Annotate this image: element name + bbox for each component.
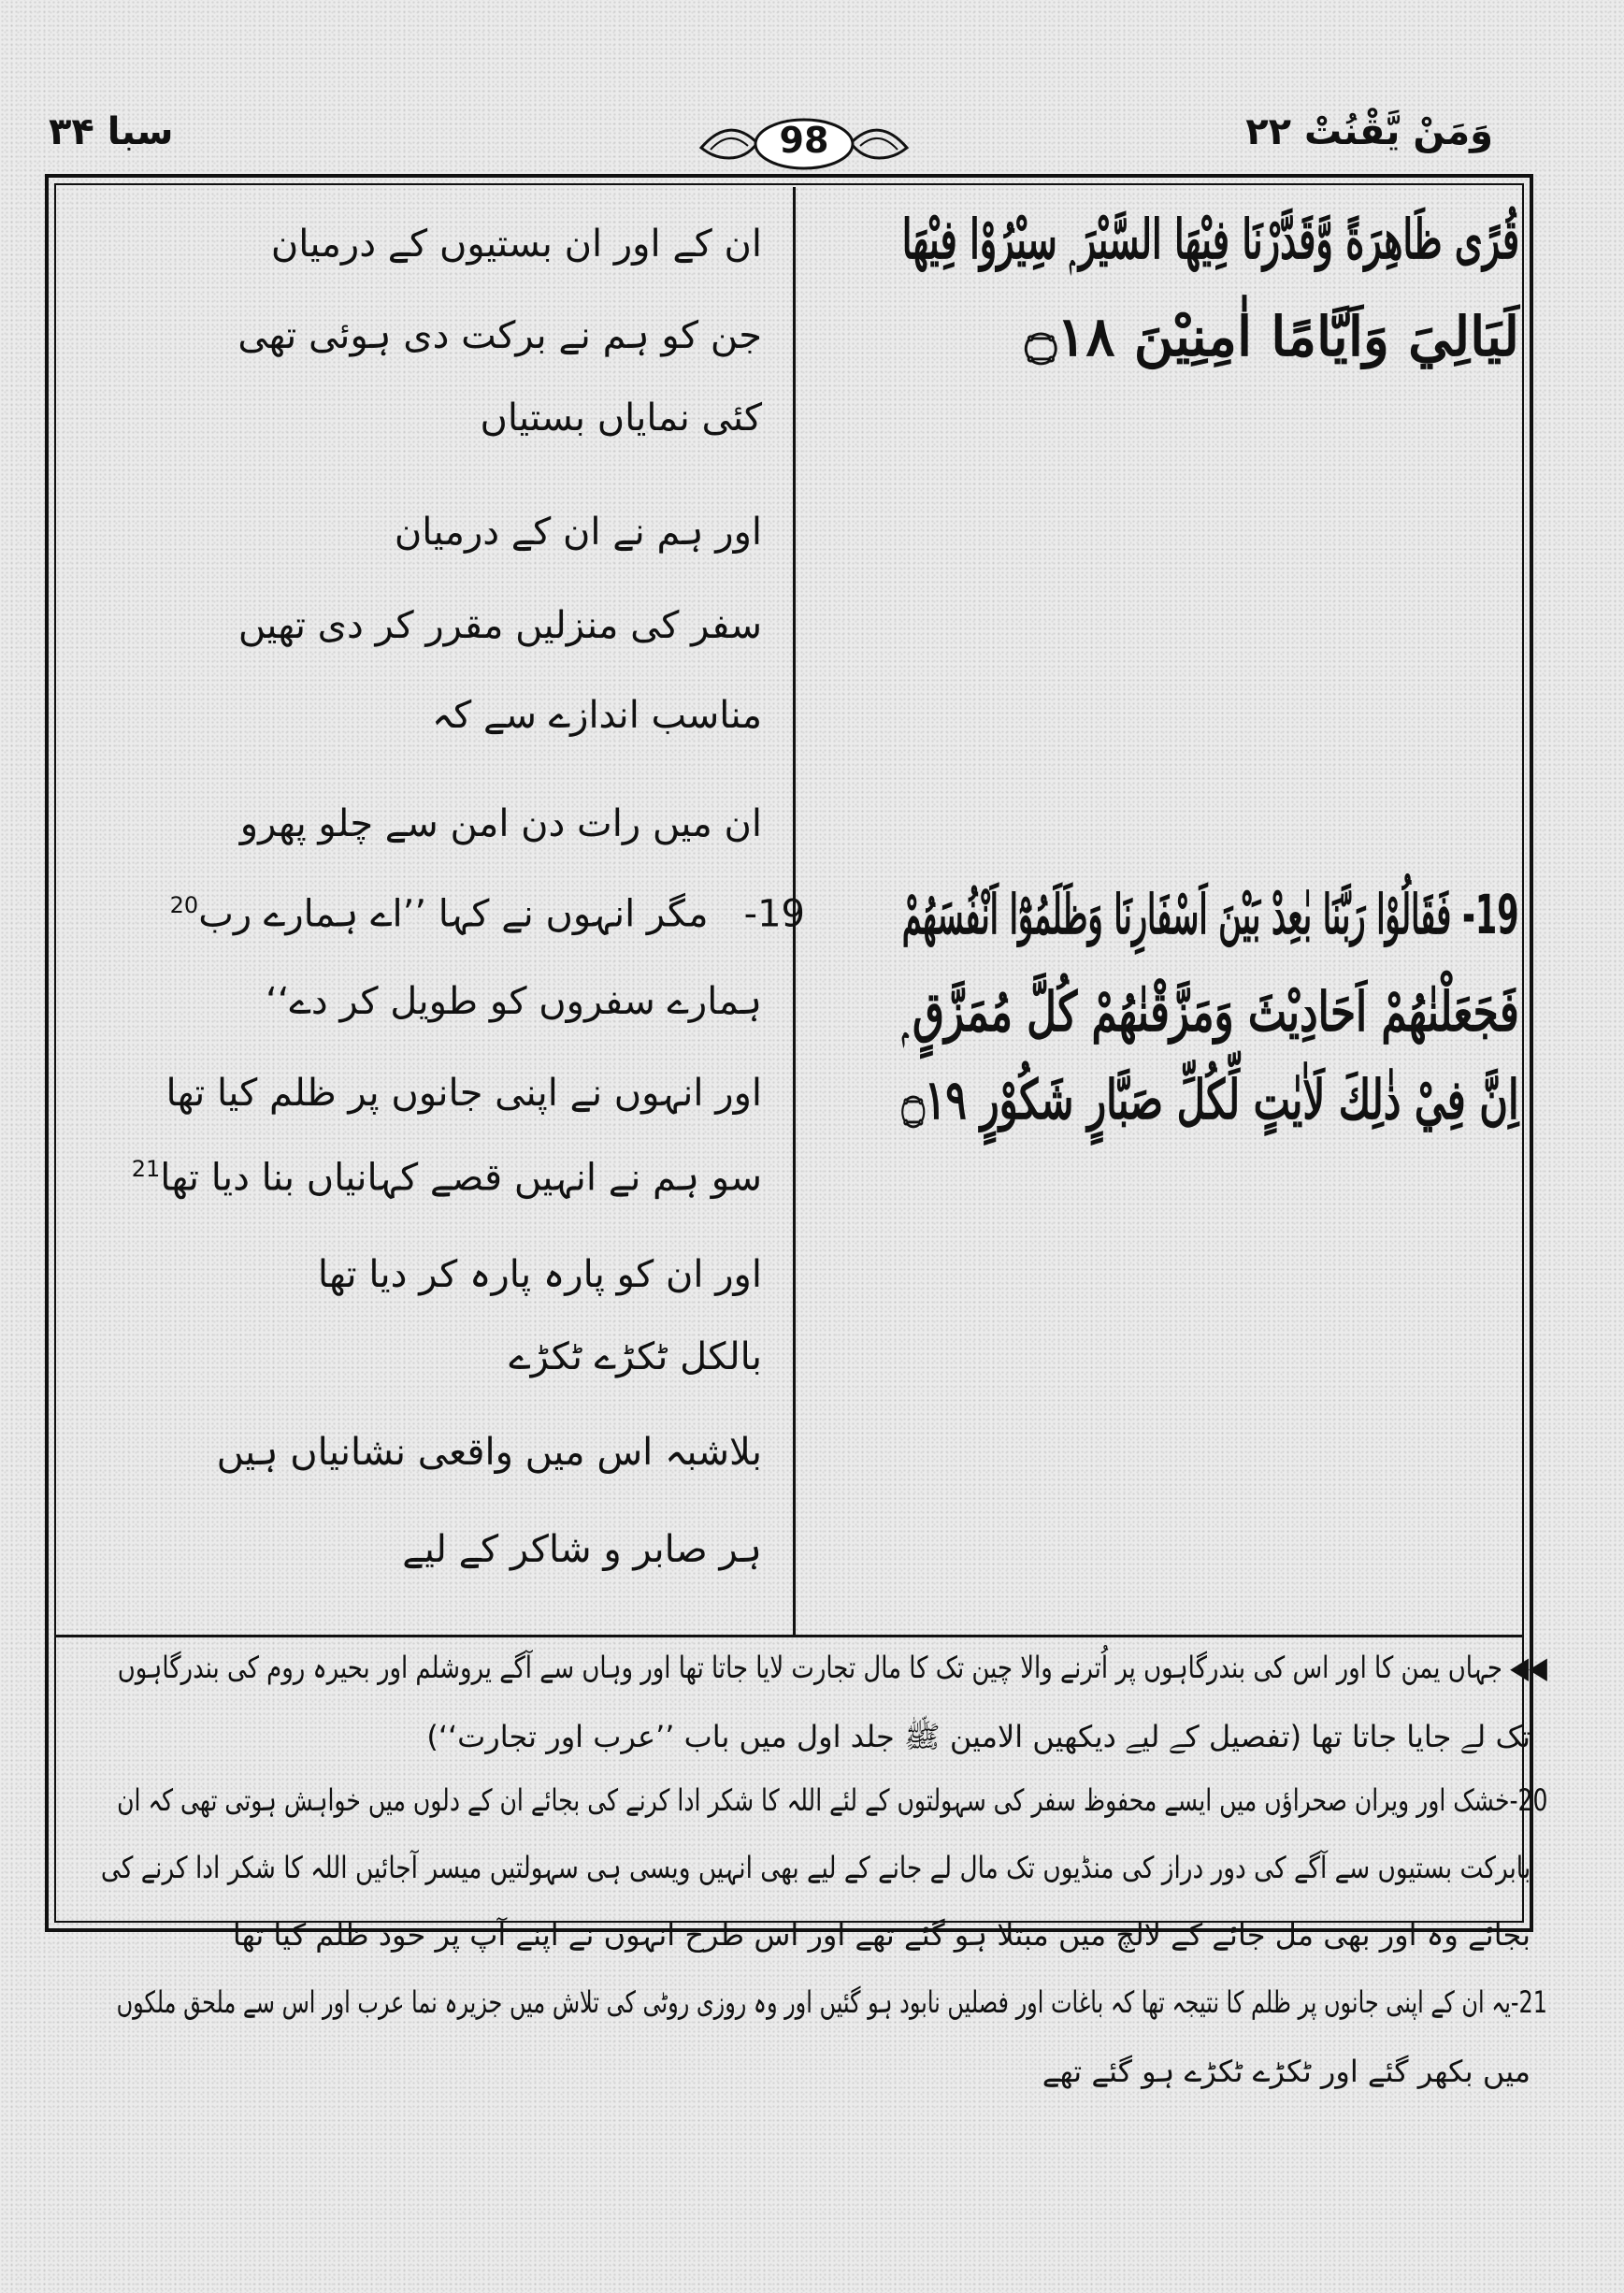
arabic-line: قُرًى ظَاهِرَةً وَّقَدَّرْنَا فِيْهَا السَّيْرَ ۭ سِيْرُوْا فِيْهَا (901, 208, 1519, 271)
arabic-line: 19- فَقَالُوْا رَبَّنَا بٰعِدْ بَيْنَ اَسْفَارِنَا وَظَلَمُوْٓا اَنْفُسَهُمْ (902, 883, 1519, 946)
urdu-line: ہر صابر و شاکر کے لیے (402, 1528, 762, 1571)
urdu-line: بالکل ٹکڑے ٹکڑے (509, 1335, 762, 1378)
note-line: ◀◀ جہاں یمن کا اور اس کی بندرگاہوں پر اُترنے والا چین تک کا مال تجارت لایا جاتا تھا اور وہاں سے آگے یروشلم اور بحیرہ روم کی بندرگاہوں (117, 1650, 1547, 1685)
arabic-line: لَيَالِيَ وَاَيَّامًا اٰمِنِيْنَ ۝۱۸ (1025, 305, 1519, 368)
urdu-line: بلاشبہ اس میں واقعی نشانیاں ہیں (216, 1431, 762, 1474)
surah-name: سبا ۳۴ (49, 110, 174, 153)
note-number: 21- (1510, 1984, 1547, 2020)
note-number: 20- (1509, 1782, 1547, 1818)
arabic-line: اِنَّ فِيْ ذٰلِكَ لَاٰيٰتٍ لِّكُلِّ صَبَّارٍ شَكُوْرٍ ۝۱۹ (901, 1068, 1519, 1132)
urdu-line: ان کے اور ان بستیوں کے درمیان (270, 223, 762, 266)
footnote-marker: 20 (169, 892, 199, 918)
urdu-line: 19- مگر انہوں نے کہا ’’اے ہمارے رب$^{20}$ (169, 892, 805, 936)
note-line: تک لے جایا جاتا تھا (تفصیل کے لیے دیکھیں الامین ﷺ جلد اول میں باب ’’عرب اور تجارت‘‘) (426, 1719, 1531, 1754)
urdu-line: سو ہم نے انہیں قصے کہانیاں بنا دیا تھا$^{21}$ (131, 1156, 762, 1200)
urdu-line: ہمارے سفروں کو طویل کر دے‘‘ (265, 980, 762, 1023)
arabic-line: فَجَعَلْنٰهُمْ اَحَادِيْثَ وَمَزَّقْنٰهُمْ كُلَّ مُمَزَّقٍ ۭ (902, 980, 1519, 1044)
note-line: بابرکت بستیوں سے آگے کی دور دراز کی منڈیوں تک مال لے جانے کے لیے بھی انہیں ویسی ہی سہولتیں میسر آجائیں اللہ کا شکر ادا کرنے کی (100, 1850, 1531, 1885)
note-line: 21-یہ ان کے اپنی جانوں پر ظلم کا نتیجہ تھا کہ باغات اور فصلیں نابود ہو گئیں اور وہ روزی روٹی کی تلاش میں جزیرہ نما عرب اور اس سے ملحق ملکوں (116, 1984, 1547, 2020)
verse-number: 19- (743, 892, 805, 936)
page-number-ornament (692, 110, 916, 176)
notes-divider (54, 1635, 1524, 1637)
urdu-line: جن کو ہم نے برکت دی ہوئی تھی (237, 314, 762, 357)
urdu-line: مناسب اندازے سے کہ (431, 694, 762, 737)
footnote-marker: 21 (131, 1156, 161, 1182)
urdu-line: سفر کی منزلیں مقرر کر دی تھیں (237, 604, 762, 647)
note-line: میں بکھر گئے اور ٹکڑے ٹکڑے ہو گئے تھے (1042, 2054, 1531, 2089)
urdu-line: اور ہم نے ان کے درمیان (394, 511, 762, 554)
para-name: وَمَنْ يَّقْنُتْ ۲۲ (1245, 110, 1493, 153)
note-line: بجائے وہ اور بھی مل جائے کے لالچ میں مبتلا ہو گئے تھے اور اس طرح انہوں نے اپنے آپ پر خود ظلم کیا تھا (232, 1917, 1531, 1953)
urdu-line: اور ان کو پارہ پارہ کر دیا تھا (317, 1253, 762, 1296)
note-arrow-icon: ◀◀ (1510, 1650, 1547, 1685)
page-number: 98 (779, 120, 829, 161)
urdu-line: ان میں رات دن امن سے چلو پھرو (239, 802, 762, 845)
urdu-line: اور انہوں نے اپنی جانوں پر ظلم کیا تھا (165, 1072, 762, 1115)
note-line: 20-خشک اور ویران صحراؤں میں ایسے محفوظ سفر کی سہولتوں کے لئے اللہ کا شکر ادا کرنے کی بجائے ان کے دلوں میں خواہش ہوتی تھی کہ ان (116, 1782, 1547, 1818)
urdu-line: کئی نمایاں بستیاں (480, 397, 762, 440)
verse-number: 19- (1462, 883, 1519, 946)
